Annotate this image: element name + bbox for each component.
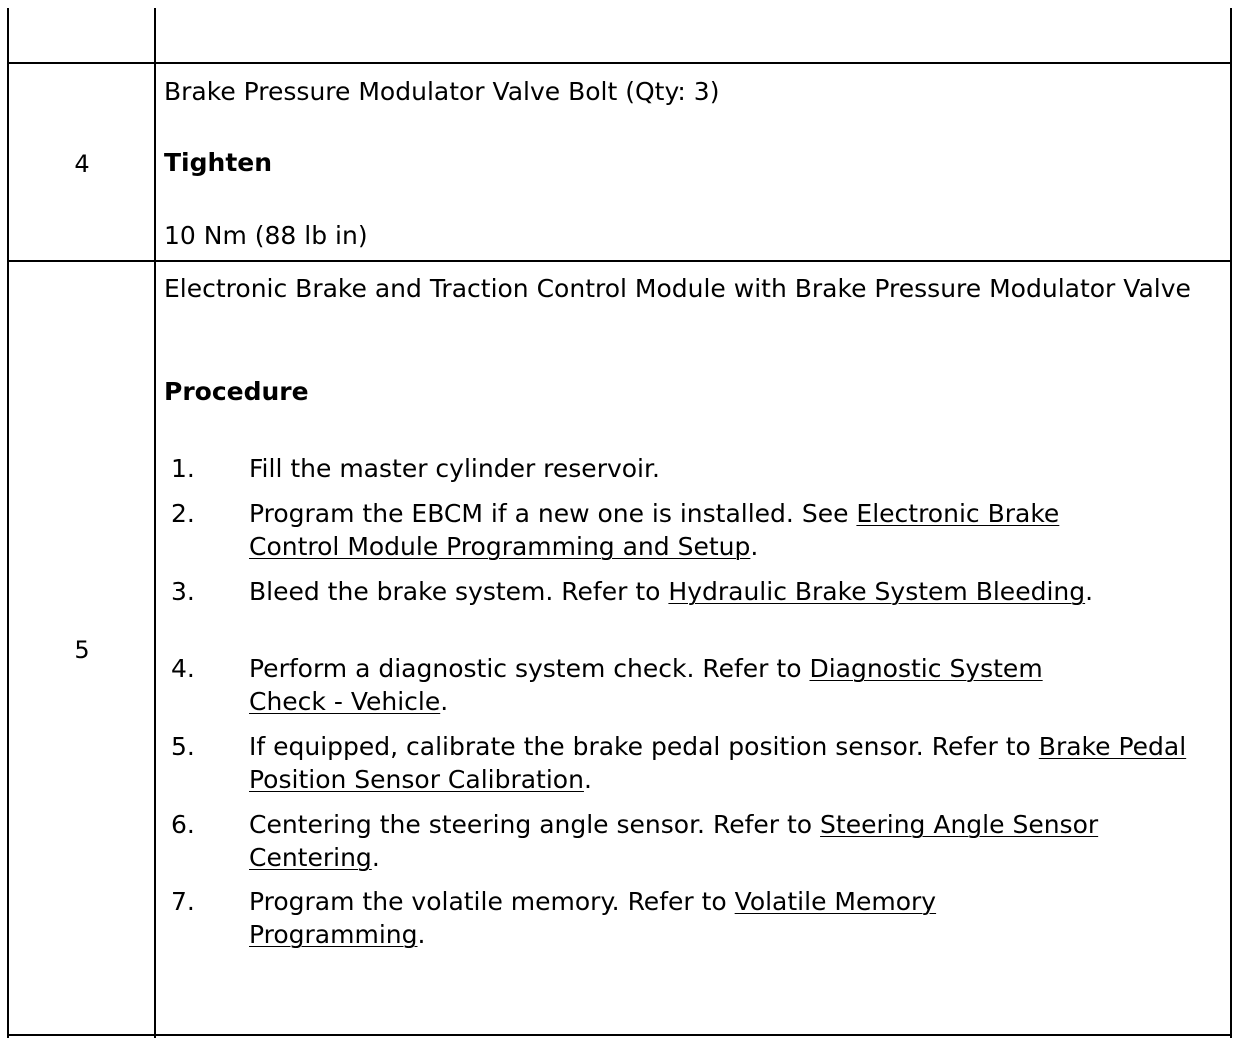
row-divider [7,260,1232,262]
list-item [164,497,1129,563]
link-diagnostic-check[interactable]: Diagnostic System Check - Vehicle [249,654,1043,716]
step-text-end: . [371,843,380,872]
step-text-end: . [750,532,759,561]
step-text: If equipped, calibrate the brake pedal position sensor. Refer to [249,732,1039,761]
step-index: 4. [171,654,195,683]
step-text-end: . [440,687,449,716]
row-heading: Tighten [164,148,273,177]
row-divider [7,62,1232,64]
link-pedal-sensor-calibration[interactable]: Brake Pedal Position Sensor Calibration [249,732,1187,794]
row-title: Brake Pressure Modulator Valve Bolt (Qty: 3) [164,77,720,106]
step-text: Program the EBCM if a new one is installed. See [249,499,857,528]
list-item [164,808,1159,874]
step-text-end: . [417,920,426,949]
row-title: Electronic Brake and Traction Control Module with Brake Pressure Modulator Valve [164,274,1191,303]
step-index: 3. [171,577,195,606]
table-border-right [1230,8,1232,1038]
row-heading: Procedure [164,377,309,406]
step-text: Centering the steering angle sensor. Refer to [249,810,821,839]
link-steering-angle-centering[interactable]: Steering Angle Sensor Centering [249,810,1099,872]
step-index: 5. [171,732,195,761]
link-ebcm-programming[interactable]: Electronic Brake Control Module Programming and Setup [249,499,1060,561]
step-text: Fill the master cylinder reservoir. [249,454,660,483]
torque-spec: 10 Nm (88 lb in) [164,221,368,250]
list-item [164,452,1149,485]
step-number-cell: 5 [74,636,90,664]
step-index: 1. [171,454,195,483]
step-text: Bleed the brake system. Refer to [249,577,669,606]
list-item [164,730,1199,796]
step-text-end: . [1085,577,1094,606]
list-item [164,575,1119,608]
step-index: 6. [171,810,195,839]
list-item [164,652,1089,718]
step-text: Program the volatile memory. Refer to [249,887,735,916]
step-number-cell: 4 [74,150,90,178]
step-index: 2. [171,499,195,528]
link-brake-bleeding[interactable]: Hydraulic Brake System Bleeding [668,577,1086,606]
step-index: 7. [171,887,195,916]
link-volatile-memory-programming[interactable]: Volatile Memory Programming [249,887,937,949]
list-item [164,885,1089,951]
step-text-end: . [583,765,592,794]
table-border-bottom [7,1034,1232,1036]
step-text: Perform a diagnostic system check. Refer to [249,654,810,683]
